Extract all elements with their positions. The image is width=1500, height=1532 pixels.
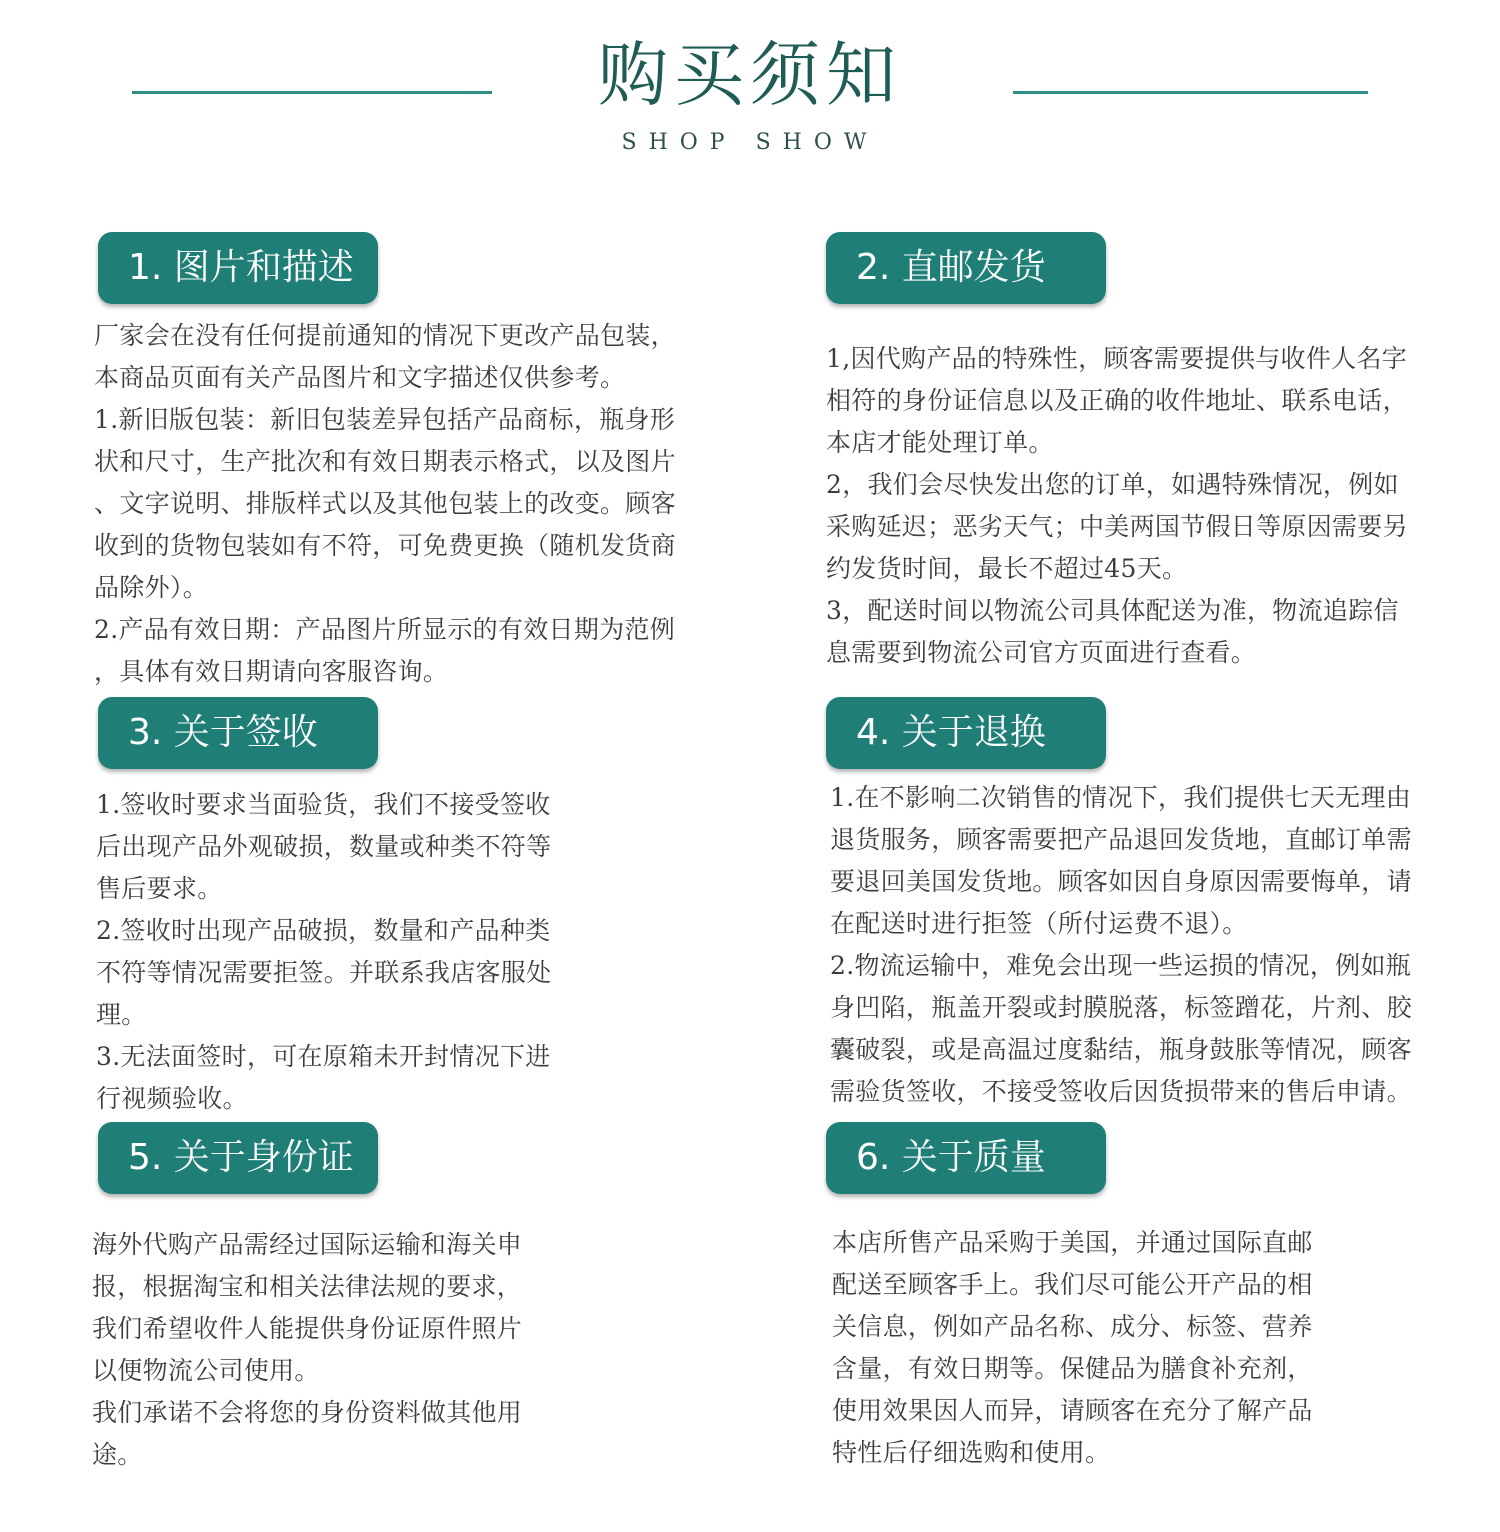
section-body-quality (832, 1222, 1313, 1474)
text-line: 后出现产品外观破损，数量或种类不符等 (96, 832, 552, 861)
text-line: 我们承诺不会将您的身份资料做其他用 (92, 1398, 523, 1427)
text-line: 退货服务，顾客需要把产品退回发货地，直邮订单需 (830, 825, 1412, 854)
text-line: 本店所售产品采购于美国，并通过国际直邮 (832, 1228, 1313, 1257)
text-line: 含量，有效日期等。保健品为膳食补充剂， (832, 1354, 1313, 1383)
text-line: 使用效果因人而异，请顾客在充分了解产品 (832, 1396, 1313, 1425)
section-badge-pictures (98, 232, 378, 304)
text-line: 以便物流公司使用。 (92, 1356, 320, 1385)
section-body-pictures (94, 315, 676, 693)
header-divider-left (132, 91, 492, 94)
text-line: 品除外）。 (94, 573, 209, 602)
section-body-returns (830, 777, 1412, 1113)
text-line: 身凹陷，瓶盖开裂或封膜脱落，标签蹭花，片剂、胶 (830, 993, 1412, 1022)
section-body-id-card (92, 1224, 522, 1476)
text-line: 相符的身份证信息以及正确的收件地址、联系电话， (826, 386, 1408, 415)
text-line: 3，配送时间以物流公司具体配送为准，物流追踪信 (826, 596, 1399, 625)
text-line: ，具体有效日期请向客服咨询。 (94, 657, 449, 686)
text-line: 息需要到物流公司官方页面进行查看。 (826, 638, 1257, 667)
text-line: 行视频验收。 (96, 1084, 248, 1113)
text-line: 2.签收时出现产品破损，数量和产品种类 (96, 916, 551, 945)
text-line: 3.无法面签时，可在原箱未开封情况下进 (96, 1042, 551, 1071)
text-line: 售后要求。 (96, 874, 223, 903)
text-line: 2.物流运输中，难免会出现一些运损的情况，例如瓶 (830, 951, 1412, 980)
text-line: 在配送时进行拒签（所付运费不退）。 (830, 909, 1248, 938)
section-badge-returns (826, 697, 1106, 769)
text-line: 采购延迟；恶劣天气；中美两国节假日等原因需要另 (826, 512, 1408, 541)
section-title: 1. 图片和描述 (128, 247, 354, 288)
text-line: 2.产品有效日期：产品图片所显示的有效日期为范例 (94, 615, 676, 644)
text-line: 配送至顾客手上。我们尽可能公开产品的相 (832, 1270, 1313, 1299)
header-divider-right (1013, 91, 1368, 94)
text-line: 收到的货物包装如有不符，可免费更换（随机发货商 (94, 531, 676, 560)
section-badge-id-card (98, 1122, 378, 1194)
text-line: 途。 (92, 1440, 143, 1469)
text-line: 不符等情况需要拒签。并联系我店客服处 (96, 958, 552, 987)
text-line: 关信息，例如产品名称、成分、标签、营养 (832, 1312, 1313, 1341)
section-title: 5. 关于身份证 (128, 1137, 354, 1178)
section-title: 3. 关于签收 (128, 712, 318, 753)
page-title: 购买须知 (598, 34, 902, 116)
section-title: 6. 关于质量 (856, 1137, 1046, 1178)
text-line: 报，根据淘宝和相关法律法规的要求， (92, 1272, 523, 1301)
text-line: 囊破裂，或是高温过度黏结，瓶身鼓胀等情况，顾客 (830, 1035, 1412, 1064)
text-line: 本商品页面有关产品图片和文字描述仅供参考。 (94, 363, 626, 392)
text-line: 约发货时间，最长不超过45天。 (826, 554, 1188, 583)
section-body-receipt (96, 784, 551, 1120)
section-title: 2. 直邮发货 (856, 247, 1046, 288)
page-subtitle: SHOP SHOW (621, 130, 879, 155)
text-line: 1,因代购产品的特殊性，顾客需要提供与收件人名字 (826, 344, 1408, 373)
text-line: 需验货签收，不接受签收后因货损带来的售后申请。 (830, 1077, 1412, 1106)
text-line: 要退回美国发货地。顾客如因自身原因需要悔单，请 (830, 867, 1412, 896)
text-line: 状和尺寸，生产批次和有效日期表示格式，以及图片 (94, 447, 676, 476)
text-line: 1.在不影响二次销售的情况下，我们提供七天无理由 (830, 783, 1412, 812)
text-line: 特性后仔细选购和使用。 (832, 1438, 1111, 1467)
text-line: 2，我们会尽快发出您的订单，如遇特殊情况，例如 (826, 470, 1399, 499)
text-line: 我们希望收件人能提供身份证原件照片 (92, 1314, 523, 1343)
section-badge-shipping (826, 232, 1106, 304)
section-title: 4. 关于退换 (856, 712, 1046, 753)
section-badge-receipt (98, 697, 378, 769)
text-line: 厂家会在没有任何提前通知的情况下更改产品包装， (94, 321, 676, 350)
text-line: 本店才能处理订单。 (826, 428, 1054, 457)
text-line: 理。 (96, 1000, 147, 1029)
section-badge-quality (826, 1122, 1106, 1194)
text-line: 1.新旧版包装：新旧包装差异包括产品商标，瓶身形 (94, 405, 676, 434)
section-body-shipping (826, 338, 1408, 674)
text-line: 1.签收时要求当面验货，我们不接受签收 (96, 790, 551, 819)
text-line: 海外代购产品需经过国际运输和海关申 (92, 1230, 523, 1259)
text-line: 、文字说明、排版样式以及其他包装上的改变。顾客 (94, 489, 676, 518)
